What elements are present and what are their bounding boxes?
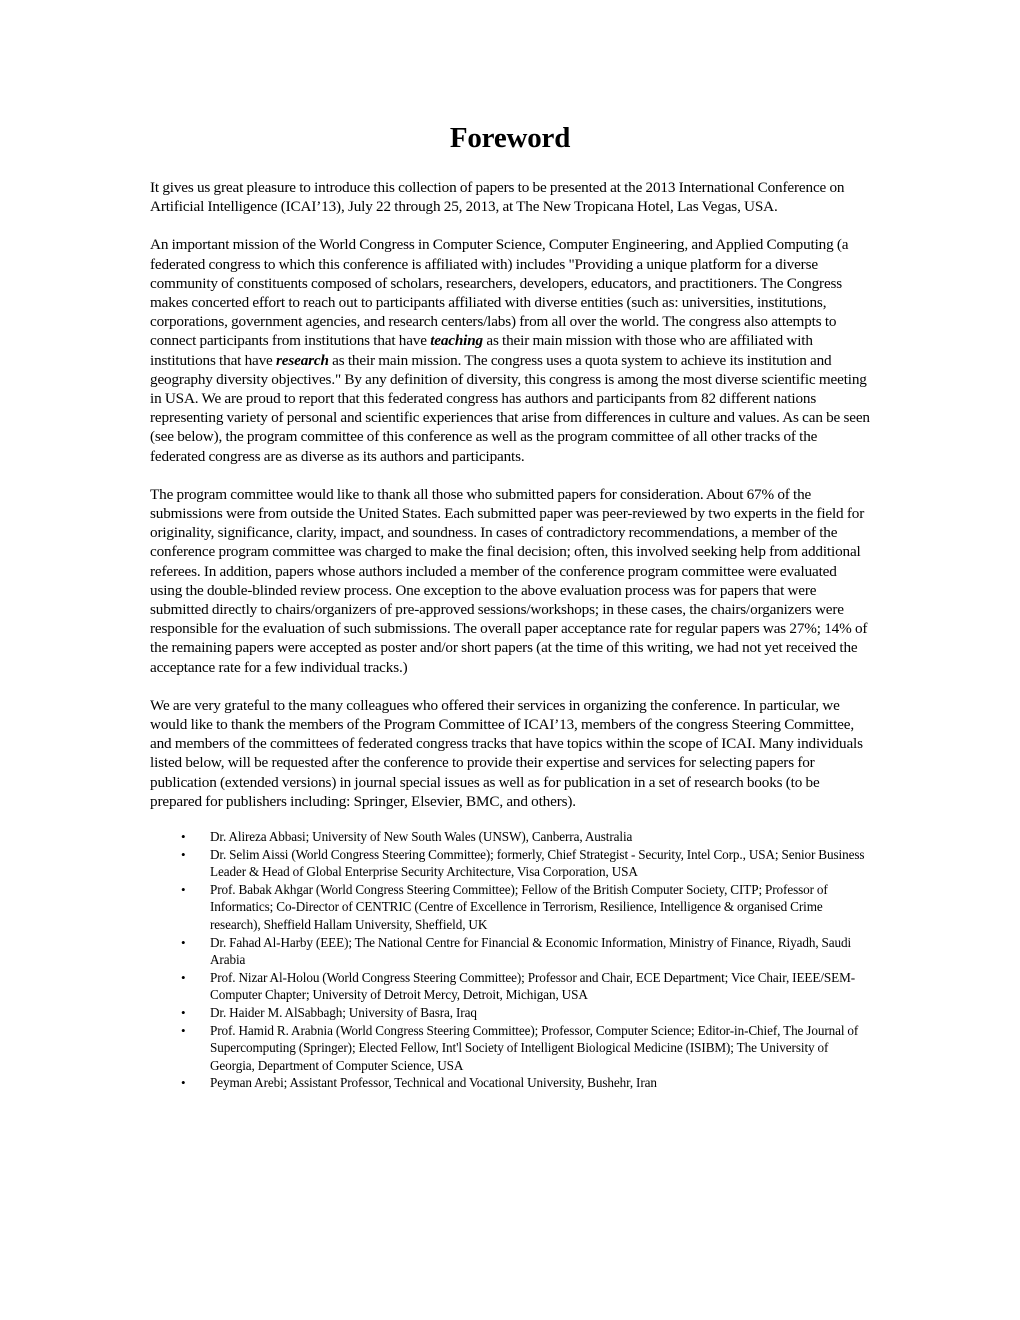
bullet-icon: •: [181, 846, 186, 862]
page-title: Foreword: [449, 122, 571, 154]
list-item: [150, 881, 870, 934]
paragraph-acknowledgements: [150, 696, 870, 811]
paragraph-text: An important mission of the World Congress in Computer Science, Computer Engineering, and Applied Computing (a federated congress to which this conference is affiliated with) includes "Providing a unique platform for a diverse community of constituents composed of scholars, researchers, developers, educators, and practitioners. The Congress makes concerted effort to reach out to participants affiliated with diverse entities (such as: universities, institutions, corporations, government agencies, and research centers/labs) from all over the world. The congress also attempts to connect participants from institutions that have: [150, 236, 849, 350]
list-item-text: Prof. Babak Akhgar (World Congress Steering Committee); Fellow of the British Computer Society, CITP; Professor of Informatics; Co-Director of CENTRIC (Centre of Excellence in Terrorism, Resilience, Intelligence & organised Crime research), Sheffield Hallam University, Sheffield, UK: [210, 881, 828, 933]
list-item-text: Dr. Alireza Abbasi; University of New South Wales (UNSW), Canberra, Australia: [210, 829, 633, 845]
list-item-text: Dr. Fahad Al-Harby (EEE); The National Centre for Financial & Economic Information, Ministry of Finance, Riyadh, Saudi Arabia: [210, 934, 852, 968]
list-item: [150, 969, 870, 1004]
list-item: [150, 1022, 870, 1075]
list-item: [150, 934, 870, 969]
list-item-text: Dr. Selim Aissi (World Congress Steering Committee); formerly, Chief Strategist - Security, Intel Corp., USA; Senior Business Leader & Head of Global Enterprise Security Architecture, Visa Corporation, USA: [210, 846, 865, 880]
bullet-icon: •: [181, 829, 186, 845]
paragraph-text: as their main mission with those who are affiliated with institutions that have: [150, 332, 813, 369]
list-item-text: Prof. Hamid R. Arabnia (World Congress Steering Committee); Professor, Computer Science; Editor-in-Chief, The Journal of Supercomputing (Springer); Elected Fellow, Int'l Society of Intelligent Biological Medicine (ISIBM); The University of Georgia, Department of Computer Science, USA: [210, 1022, 859, 1073]
bullet-icon: •: [181, 1075, 186, 1091]
bullet-icon: •: [181, 881, 186, 897]
bullet-icon: •: [181, 934, 186, 950]
emphasis-teaching: teaching: [430, 332, 483, 350]
bullet-icon: •: [181, 1022, 186, 1038]
committee-list: [150, 828, 870, 1092]
paragraph-text: The program committee would like to thank all those who submitted papers for consideration. About 67% of the submissions were from outside the United States. Each submitted paper was peer-reviewed by two experts in the field for originality, significance, clarity, impact, and soundness. In cases of contradictory recommendations, a member of the conference program committee was charged to make the final decision; often, this involved seeking help from additional referees. In addition, papers whose authors included a member of the conference program committee were evaluated using the double-blinded review process. One exception to the above evaluation process was for papers that were submitted directly to chairs/organizers of pre-approved sessions/workshops; in these cases, the chairs/organizers were responsible for the evaluation of such submissions. The overall paper acceptance rate for regular papers was 27%; 14% of the remaining papers were accepted as poster and/or short papers (at the time of this writing, we had not yet received the acceptance rate for a few individual tracks.): [150, 485, 868, 676]
paragraph-mission: [150, 235, 870, 465]
bullet-icon: •: [181, 969, 186, 985]
paragraph-text: as their main mission. The congress uses a quota system to achieve its institution and geography diversity objectives." By any definition of diversity, this congress is among the most diverse scientific meeting in USA. We are proud to report that this federated congress has authors and participants from 82 different nations representing variety of personal and scientific experiences that arise from differences in culture and values. As can be seen (see below), the program committee of this conference as well as the program committee of all other tracks of the federated congress are as diverse as its authors and participants.: [150, 351, 870, 465]
bullet-icon: •: [181, 1005, 186, 1021]
paragraph-text: It gives us great pleasure to introduce this collection of papers to be presented at the 2013 International Conference on Artificial Intelligence (ICAI’13), July 22 through 25, 2013, at The New Tropicana Hotel, Las Vegas, USA.: [150, 179, 845, 216]
paragraph-review-process: [150, 485, 870, 677]
document-page: [150, 118, 870, 1092]
list-item: [150, 1004, 870, 1022]
paragraph-introduction: [150, 178, 870, 216]
paragraph-text: We are very grateful to the many colleagues who offered their services in organizing the conference. In particular, we would like to thank the members of the Program Committee of ICAI’13, members of the congress Steering Committee, and members of the committees of federated congress tracks that have topics within the scope of ICAI. Many individuals listed below, will be requested after the conference to provide their expertise and services for selecting papers for publication (extended versions) in journal special issues as well as for publication in a set of research books (to be prepared for publishers including: Springer, Elsevier, BMC, and others).: [150, 696, 863, 810]
list-item-text: Prof. Nizar Al-Holou (World Congress Steering Committee); Professor and Chair, ECE Department; Vice Chair, IEEE/SEM-Computer Chapter; University of Detroit Mercy, Detroit, Michigan, USA: [210, 969, 855, 1003]
list-item: [150, 846, 870, 881]
list-item: [150, 828, 870, 846]
list-item-text: Peyman Arebi; Assistant Professor, Technical and Vocational University, Bushehr, Iran: [210, 1075, 657, 1091]
list-item: [150, 1074, 870, 1092]
list-item-text: Dr. Haider M. AlSabbagh; University of Basra, Iraq: [210, 1005, 477, 1021]
emphasis-research: research: [276, 351, 329, 369]
